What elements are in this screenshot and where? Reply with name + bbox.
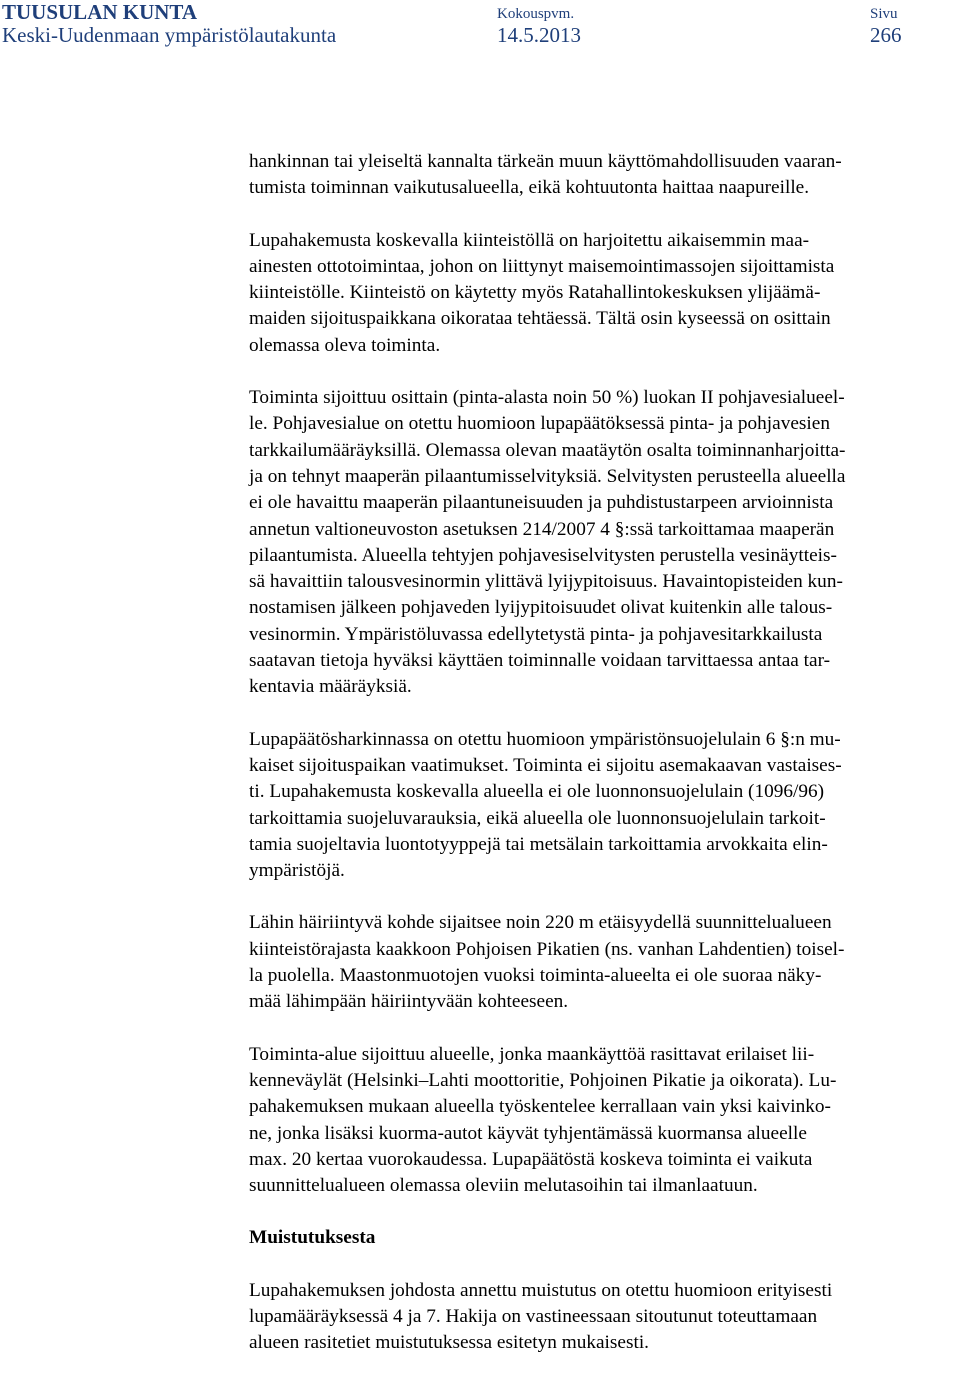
paragraph-remarks: Lupahakemuksen johdosta annettu muistutus on otettu huomioon erityisesti lupamääräyksessä 4 ja 7. Hakija on vastineessaan sitoutunut toteuttamaan alueen rasitetiet muistutuksessa esitetyn mukaisesti. (249, 1279, 833, 1354)
document-header (0, 0, 960, 50)
paragraph-groundwater-area: Toiminta sijoittuu osittain (pinta-alasta noin 50 %) luokan II pohjavesialueel- le. Pohjavesialue on otettu huomioon lupapäätöksessä pinta- ja pohjavesien tarkkailumääräyksillä. Olemassa olevan maatäytön osalta toiminnanharjoitta- ja on tehnyt maaperän pilaantumisselvityksiä. Selvitysten perusteella alueella ei ole havaittu maaperän pilaantuneisuuden ja puhdistustarpeen arvioinnista annetun valtioneuvoston asetuksen 214/2007 4 §:ssä tarkoittamaa maaperän pilaantumista. Alueella tehtyjen pohjavesiselvitysten perustella vesinäytteis- sä havaittiin talousvesinormin ylittävä lyijypitoisuus. Havaintopisteiden kun- nostamisen jälkeen pohjaveden lyijypitoisuudet olivat kuitenkin alle talous- vesinormin. Ympäristöluvassa edellytetystä pinta- ja pohjavesitarkkailusta saatavan tietoja hyväksi käyttäen toiminnalle voidaan tarvittaessa antaa tar- kentavia määräyksiä. (249, 387, 846, 698)
page-label: Sivu (870, 6, 898, 22)
paragraph-traffic-noise: Toiminta-alue sijoittuu alueelle, jonka maankäyttöä rasittavat erilaiset lii- kenneväylät (Helsinki–Lahti moottoritie, Pohjoinen Pikatie ja oikorata). Lu- pahakemuksen mukaan alueella työskentelee kerrallaan vain yksi kaivinko- ne, jonka lisäksi kuorma-autot käyvät tyhjentämässä kuormansa alueelle max. 20 kertaa vuorokaudessa. Lupapäätöstä koskeva toiminta ei vaikuta suunnittelualueen olemassa oleviin melutasoihin tai ilmanlaatuun. (249, 1043, 837, 1197)
page-number: 266 (870, 23, 902, 47)
meeting-date: 14.5.2013 (497, 23, 581, 47)
section-heading-remarks: Muistutuksesta (249, 1227, 376, 1249)
paragraph-site-history: Lupahakemusta koskevalla kiinteistöllä on harjoitettu aikaisemmin maa- ainesten ottotoimintaa, johon on liittynyt maisemointimassojen sijoittamista kiinteistölle. Kiinteistö on käytetty myös Ratahallintokeskuksen ylijäämä- maiden sijoituspaikkana oikorataa tehtäessä. Tältä osin kyseessä on osittain olemassa oleva toiminta. (249, 229, 835, 356)
committee-name: Keski-Uudenmaan ympäristölautakunta (2, 23, 337, 47)
document-body (249, 149, 952, 1383)
paragraph-nearest-receptor: Lähin häiriintyvä kohde sijaitsee noin 220 m etäisyydellä suunnittelualueen kiinteistörajasta kaakkoon Pohjoisen Pikatien (ns. vanhan Lahdentien) toisel- la puolella. Maastonmuotojen vuoksi toiminta-alueelta ei ole suoraa näky- mää lähimpään häiriintyvään kohteeseen. (249, 912, 845, 1013)
paragraph-groundwater-risk: hankinnan tai yleiseltä kannalta tärkeän muun käyttömahdollisuuden vaaran- tumista toiminnan vaikutusalueella, eikä kohtuutonta haittaa naapureille. (249, 151, 842, 199)
meeting-date-label: Kokouspvm. (497, 6, 575, 22)
paragraph-location-requirements: Lupapäätösharkinnassa on otettu huomioon ympäristönsuojelulain 6 §:n mu- kaiset sijoituspaikan vaatimukset. Toiminta ei sijoitu asemakaavan vastaises- ti. Lupahakemusta koskevalla alueella ei ole luonnonsuojelulain (1096/96) tarkoittamia suojeluvarauksia, eikä alueella ole luonnonsuojelulain tarkoit- tamia suojeltavia luontotyyppejä tai metsälain tarkoittamia arvokkaita elin- ympäristöjä. (249, 728, 842, 882)
organization-name: TUUSULAN KUNTA (2, 0, 198, 24)
